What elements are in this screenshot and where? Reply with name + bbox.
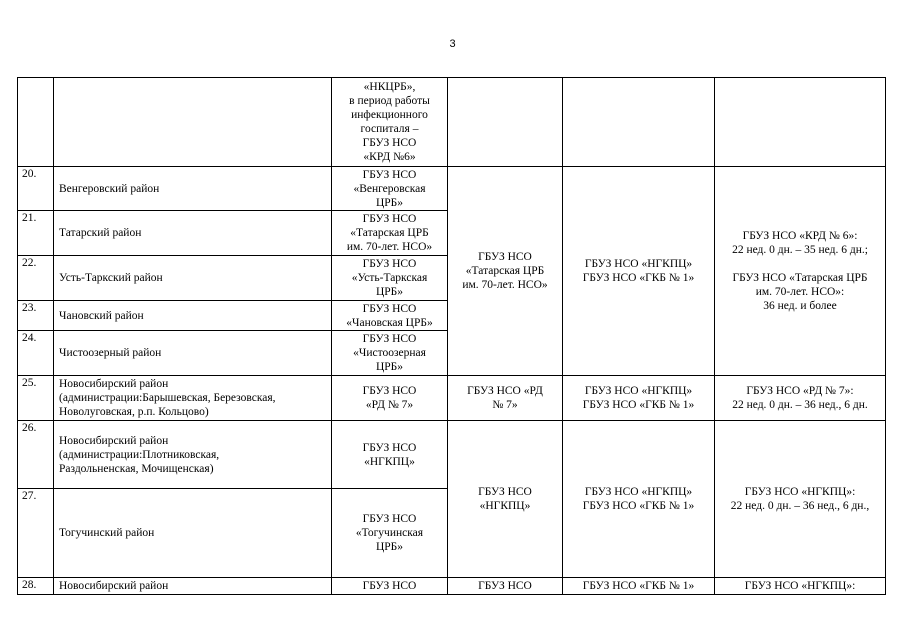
district-cell: Тогучинский район	[54, 489, 332, 578]
level3-cell: ГБУЗ НСО «НГКПЦ» ГБУЗ НСО «ГКБ № 1»	[563, 421, 715, 578]
district-cell: Новосибирский район (администрации:Плотниковская, Раздольненская, Мочищенская)	[54, 421, 332, 489]
row-number-cell: 21.	[18, 211, 54, 256]
row-number-cell	[18, 78, 54, 167]
table-row	[18, 421, 886, 489]
hospital-cell: ГБУЗ НСО «Чистоозерная ЦРБ»	[332, 331, 448, 376]
table-row	[18, 167, 886, 211]
table-row	[18, 78, 886, 167]
district-cell: Татарский район	[54, 211, 332, 256]
term-cell: ГБУЗ НСО «КРД № 6»: 22 нед. 0 дн. – 35 нед. 6 дн.; ГБУЗ НСО «Татарская ЦРБ им. 70-лет. НСО»: 36 нед. и более	[715, 167, 886, 376]
term-cell: ГБУЗ НСО «НГКПЦ»: 22 нед. 0 дн. – 36 нед., 6 дн.,	[715, 421, 886, 578]
row-number-cell: 26.	[18, 421, 54, 489]
term-cell: ГБУЗ НСО «НГКПЦ»:	[715, 578, 886, 595]
district-cell: Новосибирский район	[54, 578, 332, 595]
district-cell: Новосибирский район (администрации:Барышевская, Березовская, Новолуговская, р.п. Кольцово)	[54, 376, 332, 421]
hospital-cell: ГБУЗ НСО «НГКПЦ»	[332, 421, 448, 489]
district-cell: Чистоозерный район	[54, 331, 332, 376]
hospital-cell: ГБУЗ НСО «Усть-Таркская ЦРБ»	[332, 256, 448, 301]
row-number-cell: 22.	[18, 256, 54, 301]
routing-table	[17, 77, 886, 595]
level3-cell	[563, 78, 715, 167]
district-cell: Венгеровский район	[54, 167, 332, 211]
row-number-cell: 25.	[18, 376, 54, 421]
level2-cell	[448, 78, 563, 167]
level2-cell: ГБУЗ НСО «НГКПЦ»	[448, 421, 563, 578]
term-cell	[715, 78, 886, 167]
hospital-cell: ГБУЗ НСО «Венгеровская ЦРБ»	[332, 167, 448, 211]
row-number-cell: 20.	[18, 167, 54, 211]
district-cell: Чановский район	[54, 301, 332, 331]
term-cell: ГБУЗ НСО «РД № 7»: 22 нед. 0 дн. – 36 нед., 6 дн.	[715, 376, 886, 421]
level3-cell: ГБУЗ НСО «ГКБ № 1»	[563, 578, 715, 595]
district-cell: Усть-Таркский район	[54, 256, 332, 301]
district-cell	[54, 78, 332, 167]
row-number-cell: 27.	[18, 489, 54, 578]
page-number: 3	[449, 38, 456, 50]
level3-cell: ГБУЗ НСО «НГКПЦ» ГБУЗ НСО «ГКБ № 1»	[563, 167, 715, 376]
level2-cell: ГБУЗ НСО «РД № 7»	[448, 376, 563, 421]
level2-cell: ГБУЗ НСО	[448, 578, 563, 595]
table-row	[18, 578, 886, 595]
hospital-cell: ГБУЗ НСО «Тогучинская ЦРБ»	[332, 489, 448, 578]
row-number-cell: 28.	[18, 578, 54, 595]
table-row	[18, 376, 886, 421]
hospital-cell: ГБУЗ НСО «Чановская ЦРБ»	[332, 301, 448, 331]
row-number-cell: 24.	[18, 331, 54, 376]
hospital-cell: ГБУЗ НСО «РД № 7»	[332, 376, 448, 421]
level2-cell: ГБУЗ НСО «Татарская ЦРБ им. 70-лет. НСО»	[448, 167, 563, 376]
hospital-cell: «НКЦРБ», в период работы инфекционного госпиталя – ГБУЗ НСО «КРД №6»	[332, 78, 448, 167]
row-number-cell: 23.	[18, 301, 54, 331]
hospital-cell: ГБУЗ НСО	[332, 578, 448, 595]
level3-cell: ГБУЗ НСО «НГКПЦ» ГБУЗ НСО «ГКБ № 1»	[563, 376, 715, 421]
hospital-cell: ГБУЗ НСО «Татарская ЦРБ им. 70-лет. НСО»	[332, 211, 448, 256]
